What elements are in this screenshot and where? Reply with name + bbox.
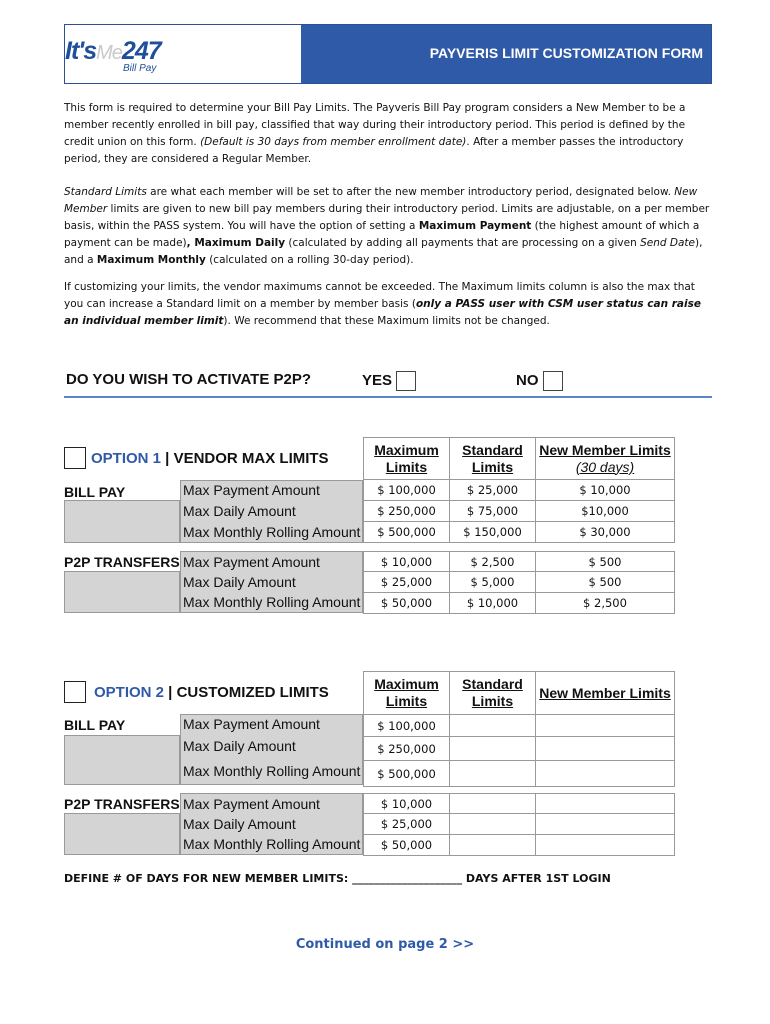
option1-title: OPTION 1 | VENDOR MAX LIMITS	[91, 450, 329, 467]
define-days-field[interactable]: DEFINE # OF DAYS FOR NEW MEMBER LIMITS: ____________________ DAYS AFTER 1ST LOGIN	[64, 872, 611, 885]
col-new-member-header: New Member Limits (30 days)	[536, 438, 675, 480]
new-member-input-cell[interactable]	[536, 737, 675, 761]
row-label: Max Monthly Rolling Amount	[183, 836, 361, 852]
standard-input-cell[interactable]	[450, 835, 536, 856]
new-member-input-cell[interactable]	[536, 761, 675, 787]
new-member-input-cell[interactable]	[536, 835, 675, 856]
new-member-input-cell[interactable]	[536, 715, 675, 737]
intro-paragraph-1: This form is required to determine your Bill Pay Limits. The Payveris Bill Pay program considers a New Member to be a member recently enrolled in bill pay, classified that way during their introductory period. This period is defined by the credit union on this form. (Default is 30 days from member enrollment date). After a member passes the introductory period, they are considered a Regular Member.	[64, 102, 686, 165]
row-label: Max Payment Amount	[183, 716, 320, 732]
col-new-member-header: New Member Limits	[536, 672, 675, 715]
option1-p2p-section: P2P TRANSFERS	[64, 554, 180, 570]
continued-link[interactable]: Continued on page 2 >>	[295, 937, 475, 952]
cell-value: $ 500	[536, 572, 675, 593]
cell-value: $ 100,000	[364, 715, 450, 737]
option1-billpay-table	[363, 479, 675, 543]
standard-input-cell[interactable]	[450, 737, 536, 761]
title-banner	[301, 25, 711, 83]
new-member-input-cell[interactable]	[536, 794, 675, 814]
intro-paragraph-3: If customizing your limits, the vendor maximums cannot be exceeded. The Maximum limits column is also the max that you can increase a Standard limit on a member by member basis (only a PASS user with CSM user status can raise an individual member limit). We recommend that these Maximum limits not be changed.	[64, 281, 701, 327]
row-label: Max Daily Amount	[183, 816, 296, 832]
standard-input-cell[interactable]	[450, 761, 536, 787]
cell-value: $ 250,000	[364, 737, 450, 761]
cell-value: $ 500,000	[364, 761, 450, 787]
cell-value: $ 75,000	[450, 501, 536, 522]
standard-input-cell[interactable]	[450, 794, 536, 814]
p2p-question: DO YOU WISH TO ACTIVATE P2P?	[66, 371, 312, 388]
cell-value: $ 10,000	[536, 480, 675, 501]
option1-p2p-table	[363, 551, 675, 614]
p2p-no-option[interactable]: NO	[516, 371, 563, 391]
cell-value: $ 500,000	[364, 522, 450, 543]
form-header	[64, 24, 712, 84]
row-label: Max Daily Amount	[183, 574, 296, 590]
form-title: PAYVERIS LIMIT CUSTOMIZATION FORM	[429, 45, 703, 61]
option2-header-table	[363, 671, 675, 715]
cell-value: $ 10,000	[364, 794, 450, 814]
cell-value: $ 500	[536, 552, 675, 572]
option2-p2p-section: P2P TRANSFERS	[64, 796, 180, 812]
row-label: Max Payment Amount	[183, 482, 320, 498]
col-standard-header: Standard Limits	[450, 438, 536, 480]
logo-subtitle: Bill Pay	[123, 63, 157, 74]
option2-billpay-table	[363, 714, 675, 787]
itsme247-logo: It'sMe247	[65, 37, 161, 65]
section-shading	[64, 813, 180, 855]
standard-input-cell[interactable]	[450, 814, 536, 835]
option2-checkbox[interactable]	[64, 681, 86, 703]
section-shading	[64, 735, 180, 785]
col-max-header: Maximum Limits	[364, 672, 450, 715]
row-label: Max Monthly Rolling Amount	[183, 763, 361, 779]
row-label: Max Payment Amount	[183, 796, 320, 812]
standard-input-cell[interactable]	[450, 715, 536, 737]
option1-checkbox[interactable]	[64, 447, 86, 469]
section-shading	[64, 500, 180, 543]
row-label: Max Daily Amount	[183, 503, 296, 519]
new-member-input-cell[interactable]	[536, 814, 675, 835]
row-label: Max Monthly Rolling Amount	[183, 524, 361, 540]
cell-value: $ 250,000	[364, 501, 450, 522]
cell-value: $ 100,000	[364, 480, 450, 501]
cell-value: $ 10,000	[450, 593, 536, 614]
p2p-no-checkbox[interactable]	[543, 371, 563, 391]
col-max-header: Maximum Limits	[364, 438, 450, 480]
cell-value: $ 25,000	[364, 814, 450, 835]
cell-value: $ 150,000	[450, 522, 536, 543]
cell-value: $ 50,000	[364, 593, 450, 614]
option2-title: OPTION 2 | CUSTOMIZED LIMITS	[94, 684, 329, 701]
cell-value: $ 2,500	[450, 552, 536, 572]
p2p-yes-checkbox[interactable]	[396, 371, 416, 391]
col-standard-header: Standard Limits	[450, 672, 536, 715]
cell-value: $ 25,000	[364, 572, 450, 593]
option2-p2p-table	[363, 793, 675, 856]
option1-billpay-section: BILL PAY	[64, 484, 126, 500]
row-label: Max Payment Amount	[183, 554, 320, 570]
cell-value: $ 25,000	[450, 480, 536, 501]
row-label: Max Monthly Rolling Amount	[183, 594, 361, 610]
option1-header-table	[363, 437, 675, 480]
cell-value: $10,000	[536, 501, 675, 522]
cell-value: $ 5,000	[450, 572, 536, 593]
intro-paragraph-2: Standard Limits are what each member will be set to after the new member introductory period, designated below. New Member limits are given to new bill pay members during their introductory period. Limits are adjustable, on a per member basis, within the PASS system. You will have the option of setting a Maximum Payment (the highest amount of which a payment can be made), Maximum Daily (calculated by adding all payments that are processing on a given Send Date), and a Maximum Monthly (calculated on a rolling 30-day period).	[64, 186, 710, 266]
cell-value: $ 50,000	[364, 835, 450, 856]
p2p-yes-option[interactable]: YES	[362, 371, 416, 391]
divider	[64, 396, 712, 398]
option2-billpay-section: BILL PAY	[64, 717, 126, 733]
cell-value: $ 2,500	[536, 593, 675, 614]
cell-value: $ 10,000	[364, 552, 450, 572]
section-shading	[64, 571, 180, 613]
row-label: Max Daily Amount	[183, 738, 296, 754]
logo-area	[65, 25, 301, 83]
cell-value: $ 30,000	[536, 522, 675, 543]
